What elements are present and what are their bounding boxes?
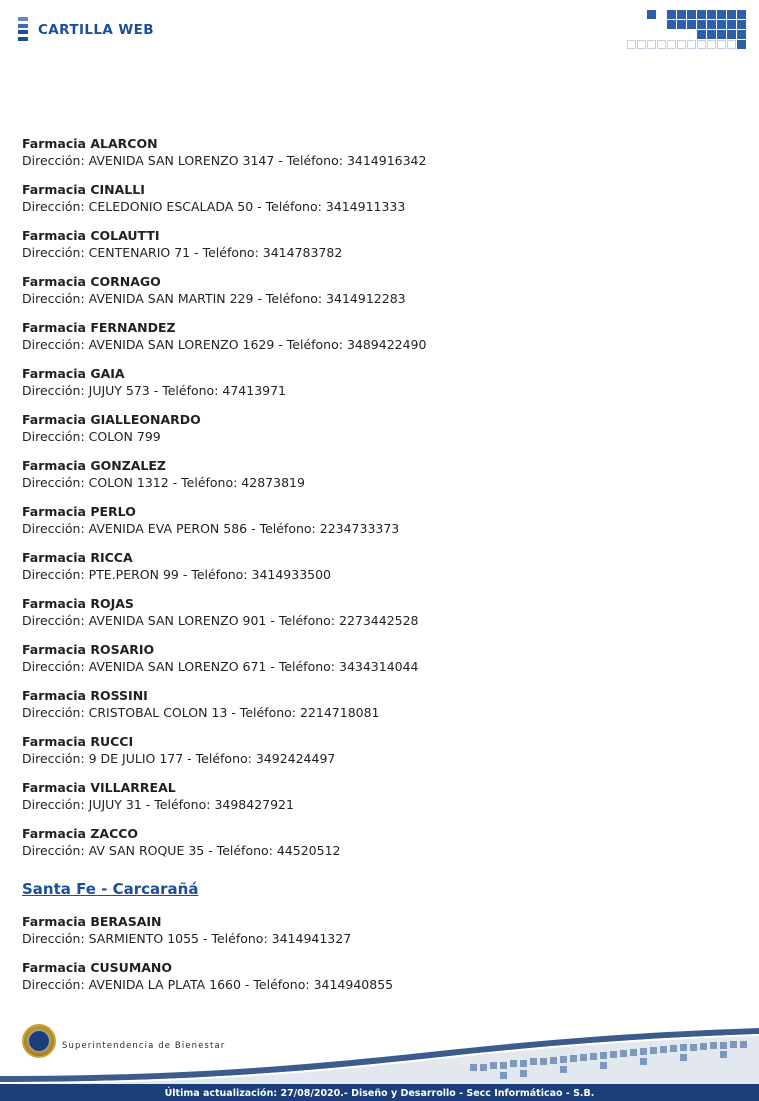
pharmacy-name: Farmacia RICCA <box>22 550 133 565</box>
section-heading-location[interactable]: Santa Fe - Carcarañá <box>22 880 199 898</box>
pharmacy-address: Dirección: JUJUY 31 - Teléfono: 3498427921 <box>22 797 294 812</box>
pharmacy-list <box>22 136 737 1006</box>
list-item <box>22 642 737 675</box>
pharmacy-name: Farmacia ALARCON <box>22 136 158 151</box>
pixel-mosaic-icon <box>627 10 745 48</box>
institutional-seal-icon <box>22 1024 56 1058</box>
last-update-text: Última actualización: 27/08/2020.- Diseño y Desarrollo - Secc Informáticao - S.B. <box>164 1088 595 1099</box>
pharmacy-name: Farmacia ZACCO <box>22 826 139 841</box>
pharmacy-name: Farmacia VILLARREAL <box>22 780 176 795</box>
list-item <box>22 688 737 721</box>
page-title: CARTILLA WEB <box>38 22 154 38</box>
list-item <box>22 136 737 169</box>
list-item <box>22 366 737 399</box>
pharmacy-name: Farmacia GIALLEONARDO <box>22 412 201 427</box>
pharmacy-name: Farmacia COLAUTTI <box>22 228 160 243</box>
pharmacy-address: Dirección: SARMIENTO 1055 - Teléfono: 3414941327 <box>22 931 352 946</box>
list-item <box>22 458 737 491</box>
list-item <box>22 780 737 813</box>
list-item <box>22 914 737 947</box>
pharmacy-name: Farmacia RUCCI <box>22 734 134 749</box>
pharmacy-name: Farmacia FERNANDEZ <box>22 320 176 335</box>
pharmacy-address: Dirección: AV SAN ROQUE 35 - Teléfono: 44520512 <box>22 843 341 858</box>
stacked-bars-icon <box>18 17 28 41</box>
pharmacy-name: Farmacia CORNAGO <box>22 274 161 289</box>
pharmacy-address: Dirección: AVENIDA EVA PERON 586 - Teléfono: 2234733373 <box>22 521 400 536</box>
pharmacy-address: Dirección: AVENIDA SAN MARTIN 229 - Teléfono: 3414912283 <box>22 291 406 306</box>
list-item <box>22 550 737 583</box>
pharmacy-name: Farmacia BERASAIN <box>22 914 162 929</box>
list-item <box>22 826 737 859</box>
list-item <box>22 504 737 537</box>
list-item <box>22 320 737 353</box>
pharmacy-address: Dirección: 9 DE JULIO 177 - Teléfono: 3492424497 <box>22 751 336 766</box>
page-header <box>0 0 759 60</box>
list-item <box>22 412 737 445</box>
pharmacy-address: Dirección: AVENIDA SAN LORENZO 671 - Teléfono: 3434314044 <box>22 659 419 674</box>
pharmacy-address: Dirección: AVENIDA SAN LORENZO 901 - Teléfono: 2273442528 <box>22 613 419 628</box>
pharmacy-address: Dirección: COLON 1312 - Teléfono: 42873819 <box>22 475 305 490</box>
pharmacy-name: Farmacia CINALLI <box>22 182 145 197</box>
pharmacy-name: Farmacia GONZALEZ <box>22 458 167 473</box>
pharmacy-name: Farmacia GAIA <box>22 366 125 381</box>
pharmacy-address: Dirección: CELEDONIO ESCALADA 50 - Teléfono: 3414911333 <box>22 199 406 214</box>
list-item <box>22 596 737 629</box>
list-item <box>22 228 737 261</box>
list-item <box>22 960 737 993</box>
pharmacy-name: Farmacia CUSUMANO <box>22 960 173 975</box>
pharmacy-name: Farmacia ROJAS <box>22 596 134 611</box>
pharmacy-address: Dirección: COLON 799 <box>22 429 161 444</box>
pharmacy-address: Dirección: PTE.PERON 99 - Teléfono: 3414933500 <box>22 567 332 582</box>
pharmacy-address: Dirección: AVENIDA LA PLATA 1660 - Teléfono: 3414940855 <box>22 977 394 992</box>
list-item <box>22 182 737 215</box>
pharmacy-name: Farmacia PERLO <box>22 504 136 519</box>
organization-name: Superintendencia de Bienestar <box>62 1041 226 1051</box>
pharmacy-name: Farmacia ROSARIO <box>22 642 155 657</box>
pharmacy-address: Dirección: AVENIDA SAN LORENZO 1629 - Teléfono: 3489422490 <box>22 337 427 352</box>
pharmacy-address: Dirección: AVENIDA SAN LORENZO 3147 - Teléfono: 3414916342 <box>22 153 427 168</box>
pharmacy-address: Dirección: CRISTOBAL COLON 13 - Teléfono: 2214718081 <box>22 705 380 720</box>
page-footer <box>0 1016 759 1101</box>
list-item <box>22 734 737 767</box>
list-item <box>22 274 737 307</box>
pharmacy-address: Dirección: JUJUY 573 - Teléfono: 47413971 <box>22 383 287 398</box>
pharmacy-name: Farmacia ROSSINI <box>22 688 148 703</box>
pharmacy-address: Dirección: CENTENARIO 71 - Teléfono: 3414783782 <box>22 245 343 260</box>
